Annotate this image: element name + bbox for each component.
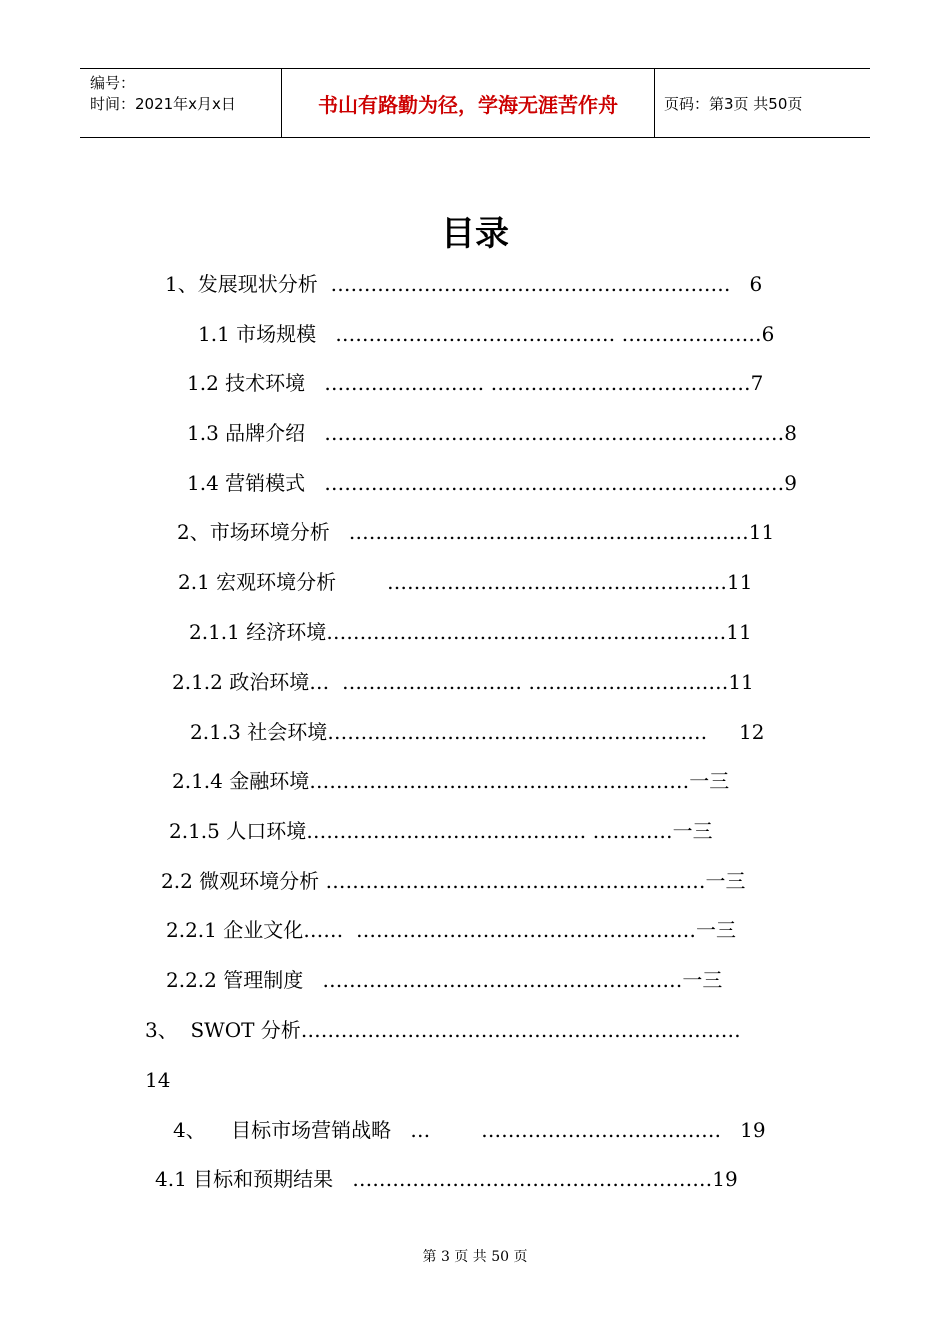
header-motto: 书山有路勤为径，学海无涯苦作舟 xyxy=(318,92,618,117)
toc-entry-4[interactable]: 4、 目标市场营销战略 … ……………………………… 19 xyxy=(173,1118,766,1142)
toc-entry-2-2-2[interactable]: 2.2.2 管理制度 ………………………………………………一三 xyxy=(166,968,723,992)
time-label: 时间：2021年x月x日 xyxy=(90,95,236,113)
toc-entry-1-4[interactable]: 1.4 营销模式 ……………………………………………………………9 xyxy=(187,471,797,495)
toc-entry-1-1[interactable]: 1.1 市场规模 …………………………………… …………………6 xyxy=(198,322,775,346)
toc-entry-1-3[interactable]: 1.3 品牌介绍 ……………………………………………………………8 xyxy=(187,421,797,445)
toc-title: 目录 xyxy=(441,214,509,254)
toc-entry-2-1-2[interactable]: 2.1.2 政治环境… ……………………… …………………………11 xyxy=(172,670,754,694)
toc-entry-2-2[interactable]: 2.2 微观环境分析 …………………………………………………一三 xyxy=(161,869,746,893)
page-header xyxy=(80,68,870,138)
toc-entry-4-1[interactable]: 4.1 目标和预期结果 ………………………………………………19 xyxy=(155,1167,738,1191)
toc-entry-1-2[interactable]: 1.2 技术环境 …………………… …………………………………7 xyxy=(187,371,764,395)
toc-entry-2-1-1[interactable]: 2.1.1 经济环境……………………………………………………11 xyxy=(189,620,752,644)
toc-entry-2-1-3[interactable]: 2.1.3 社会环境………………………………………………… 12 xyxy=(190,720,765,744)
toc-entry-2-2-1[interactable]: 2.2.1 企业文化…… ……………………………………………一三 xyxy=(166,918,736,942)
header-left-cell xyxy=(90,73,236,115)
toc-entry-2[interactable]: 2、市场环境分析 ……………………………………………………11 xyxy=(177,520,775,544)
page-footer: 第 3 页 共 50 页 xyxy=(422,1249,528,1265)
header-page-info: 页码：第3页 共50页 xyxy=(664,95,803,113)
toc-entry-2-1-5[interactable]: 2.1.5 人口环境…………………………………… …………一三 xyxy=(169,819,713,843)
toc-entry-3[interactable]: 3、 SWOT 分析………………………………………………………… xyxy=(145,1018,741,1042)
toc-entry-1[interactable]: 1、发展现状分析 …………………………………………………… 6 xyxy=(165,272,763,296)
toc-entry-3-page: 14 xyxy=(145,1068,171,1092)
number-label: 编号： xyxy=(90,74,136,92)
header-divider-right xyxy=(654,69,655,137)
toc-entry-2-1[interactable]: 2.1 宏观环境分析 ……………………………………………11 xyxy=(178,570,753,594)
toc-entry-2-1-4[interactable]: 2.1.4 金融环境…………………………………………………一三 xyxy=(172,769,730,793)
